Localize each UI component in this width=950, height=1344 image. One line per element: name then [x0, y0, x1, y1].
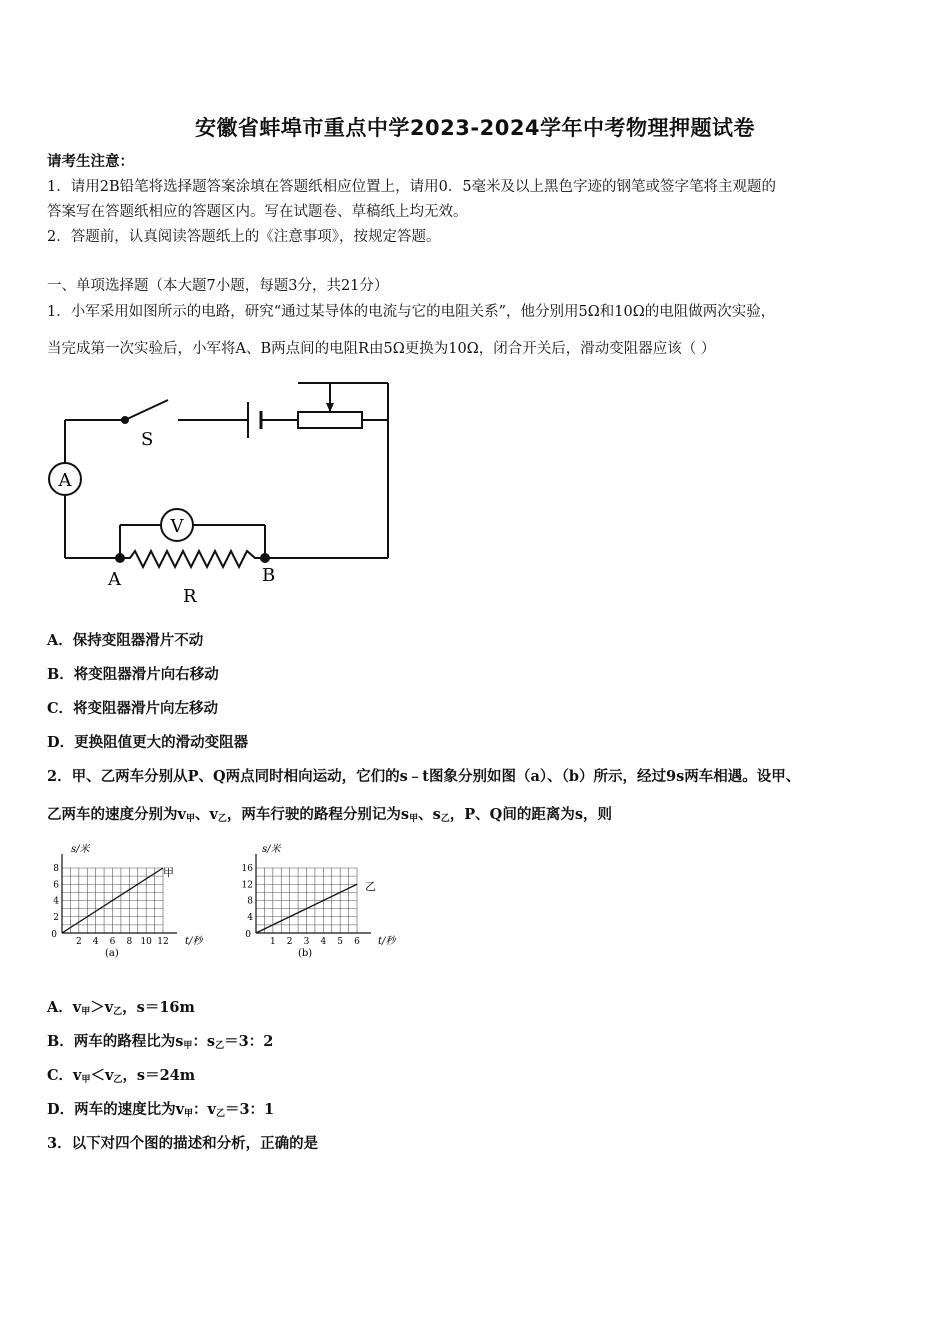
- notice-heading: 请考生注意：: [47, 153, 134, 170]
- y-tick-label: 4: [247, 912, 253, 923]
- y-tick-label: 8: [53, 864, 59, 874]
- resistor-label: R: [183, 586, 197, 607]
- x-tick-label: 8: [126, 937, 133, 947]
- switch-label: S: [141, 429, 154, 450]
- q1-option-d: D．更换阻值更大的滑动变阻器: [47, 734, 249, 751]
- y-tick-label: 16: [241, 864, 253, 874]
- page-title: 安徽省蚌埠市重点中学2023-2024学年中考物理押题试卷: [194, 116, 756, 140]
- section-heading: 一、单项选择题（本大题7小题，每题3分，共21分）: [47, 278, 389, 294]
- q1-option-c: C．将变阻器滑片向左移动: [47, 700, 219, 717]
- notice-item-2: 2．答题前，认真阅读答题纸上的《注意事项》，按规定答题。: [47, 229, 441, 245]
- switch-blade: [125, 400, 168, 420]
- graph-a-caption: (a): [105, 948, 119, 959]
- graph-b-caption: (b): [298, 948, 313, 959]
- y-tick-label: 4: [53, 896, 59, 907]
- q2-option-d: D．两车的速度比为$v_甲$：$v_乙=3$：1: [47, 1101, 275, 1119]
- x-tick-label: 5: [337, 937, 344, 947]
- x-tick-label: 3: [303, 937, 310, 947]
- q1-stem-line1: 1．小军采用如图所示的电路，研究“通过某导体的电流与它的电阻关系”，他分别用5Ω和10Ω的电阻做两次实验，: [47, 304, 776, 320]
- q2-stem-line2: 乙两车的速度分别为$v_甲$、$v_乙$，两车行驶的路程分别记为$s_甲$、$s_乙$，P、Q间的距离为s，则: [47, 806, 612, 824]
- graph-a-ylabel: s/米: [71, 844, 90, 855]
- graph-a-xlabel: t/秒: [185, 936, 203, 947]
- y-tick-label: 8: [247, 896, 253, 907]
- y-tick-label: 2: [53, 912, 59, 923]
- resistor-zigzag: [120, 551, 265, 567]
- q2-option-a: A．$v_甲>v_乙$，s＝16m: [47, 999, 195, 1017]
- point-a-label: A: [108, 569, 121, 590]
- origin-label: 0: [245, 930, 251, 940]
- graph-b: [232, 838, 412, 963]
- switch-pivot: [121, 416, 129, 424]
- point-b-label: B: [262, 565, 276, 586]
- q1-stem-line2: 当完成第一次实验后，小军将A、B两点间的电阻R由5Ω更换为10Ω，闭合开关后，滑动变阻器应该（ ）: [47, 341, 716, 357]
- notice-item-1: 1．请用2B铅笔将选择题答案涂填在答题纸相应位置上，请用0．5毫米及以上黑色字迹的钢笔或签字笔将主观题的: [47, 179, 777, 195]
- q3-stem: 3．以下对四个图的描述和分析，正确的是: [47, 1135, 319, 1152]
- graph-b-series-label: 乙: [365, 880, 376, 893]
- q2-option-c: C．$v_甲<v_乙$，s＝24m: [47, 1067, 196, 1085]
- graph-a-series-label: 甲: [163, 866, 174, 879]
- x-tick-label: 2: [75, 937, 82, 947]
- q1-option-a: A．保持变阻器滑片不动: [47, 632, 204, 649]
- circuit-diagram: [40, 375, 400, 610]
- voltmeter-label: V: [170, 516, 184, 537]
- q2-stem-line1: 2．甲、乙两车分别从P、Q两点同时相向运动，它们的s﹣t图象分别如图（a）、（b）所示，经过9s两车相遇。设甲、: [47, 768, 801, 785]
- origin-label: 0: [51, 930, 57, 940]
- x-tick-label: 12: [157, 937, 169, 947]
- y-tick-label: 6: [53, 880, 59, 891]
- node-b: [260, 553, 270, 563]
- y-tick-label: 12: [241, 880, 253, 891]
- q1-option-b: B．将变阻器滑片向右移动: [47, 666, 219, 683]
- q2-option-b: B．两车的路程比为$s_甲$：$s_乙=3$：2: [47, 1033, 274, 1051]
- graph-a: [45, 838, 220, 963]
- node-a: [115, 553, 125, 563]
- notice-item-1-cont: 答案写在答题纸相应的答题区内。写在试题卷、草稿纸上均无效。: [47, 204, 468, 220]
- x-tick-label: 6: [109, 937, 116, 947]
- ammeter-label: A: [58, 470, 72, 491]
- rheostat-body: [298, 412, 362, 428]
- x-tick-label: 2: [286, 937, 293, 947]
- graph-b-xlabel: t/秒: [378, 936, 396, 947]
- x-tick-label: 4: [92, 937, 99, 947]
- graph-b-ylabel: s/米: [262, 844, 281, 855]
- rheostat-slider-arrow: [326, 403, 334, 412]
- x-tick-label: 1: [269, 937, 276, 947]
- x-tick-label: 4: [320, 937, 327, 947]
- graph-b-grid: [256, 868, 357, 933]
- x-tick-label: 10: [140, 937, 152, 947]
- x-tick-label: 6: [354, 937, 360, 947]
